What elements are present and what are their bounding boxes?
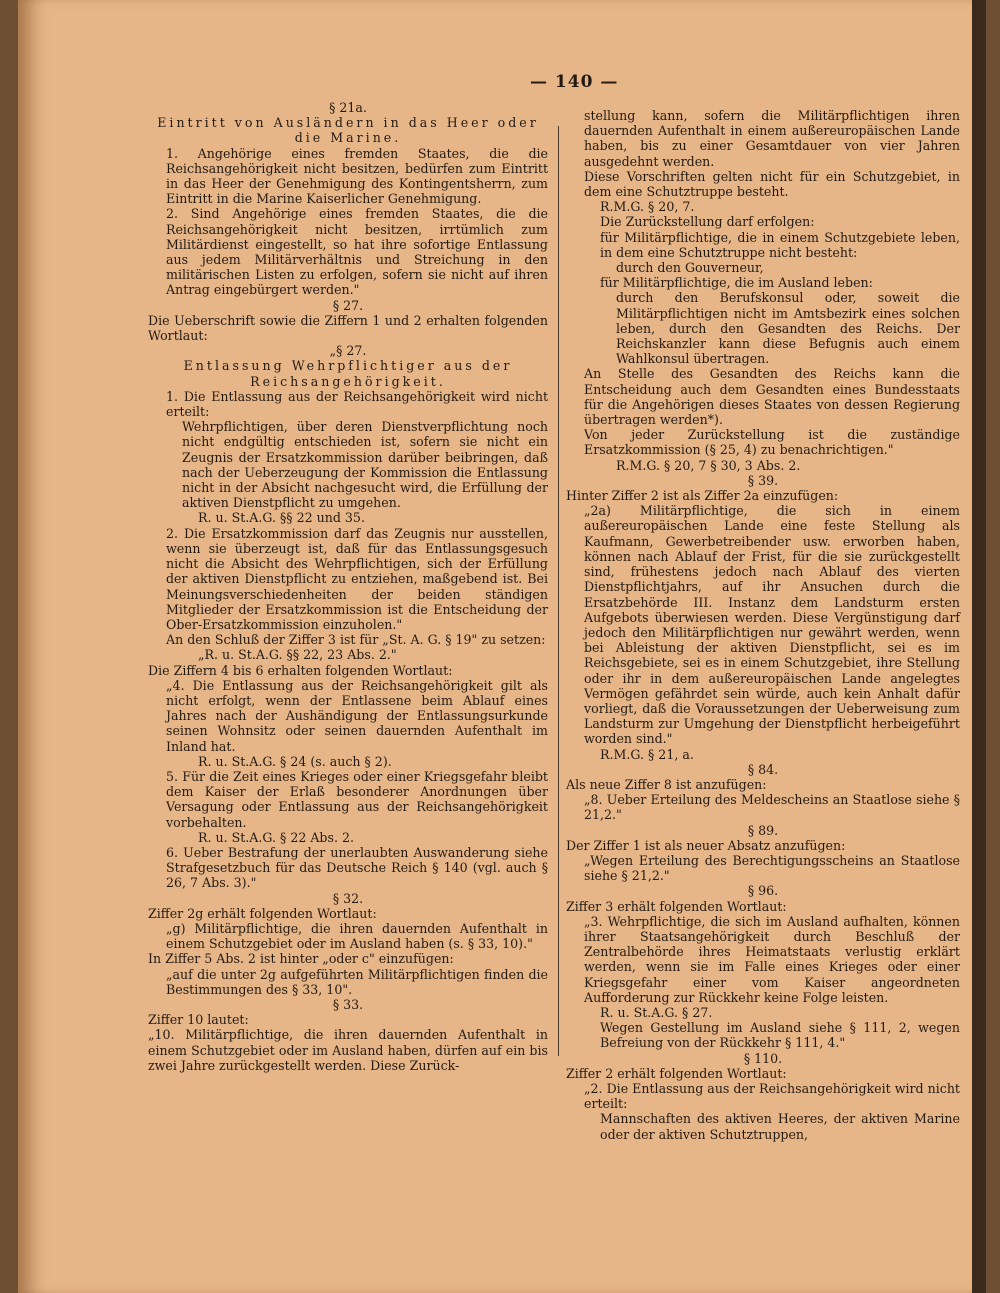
left-paragraph: § 21a. [329,100,367,115]
right-paragraph: für Militärpflichtige, die in einem Schutzgebiete leben, in dem eine Schutztruppe nicht besteht: [600,229,960,260]
left-column [148,100,548,1073]
right-paragraph: § 110. [743,1050,783,1066]
right-paragraph: „2. Die Entlassung aus der Reichsangehörigkeit wird nicht erteilt: [584,1081,960,1112]
left-paragraph: 2. Die Ersatzkommission darf das Zeugnis nur ausstellen, wenn sie überzeugt ist, daß für das Entlassungsgesuch nicht die Absicht des Wehrpflichtigen, sich der Erfüllung der aktiven Dienstpflicht zu entziehen, maßgebend ist. Bei Meinungsverschiedenheiten der beiden ständigen Mitglieder der Ersatzkommission ist die Entscheidung der Ober-Ersatzkommission einzuholen." [166,525,548,632]
left-paragraph: 6. Ueber Bestrafung der unerlaubten Auswanderung siehe Strafgesetzbuch für das Deutsche Reich § 140 (vgl. auch § 26, 7 Abs. 3)." [166,844,548,891]
right-paragraph: Die Zurückstellung darf erfolgen: [600,214,815,230]
left-paragraph: 1. Die Entlassung aus der Reichsangehörigkeit wird nicht erteilt: [166,388,548,420]
right-paragraph: An Stelle des Gesandten des Reichs kann die Entscheidung auch dem Gesandten eines Bundesstaats für die Angehörigen dieses Staates von dessen Regierung übertragen werden*). [584,366,960,428]
right-paragraph: Diese Vorschriften gelten nicht für ein Schutzgebiet, in dem eine Schutztruppe besteht. [584,168,960,200]
left-paragraph: Ziffer 2g erhält folgenden Wortlaut: [148,905,377,921]
left-paragraph: „auf die unter 2g aufgeführten Militärpflichtigen finden die Bestimmungen des § 33, 10". [166,966,548,997]
left-paragraph: An den Schluß der Ziffer 3 ist für „St. A. G. § 19" zu setzen: [166,632,546,648]
right-paragraph: Der Ziffer 1 ist als neuer Absatz anzufügen: [566,837,846,853]
left-paragraph: § 33. [332,996,364,1012]
right-paragraph: § 84. [747,761,779,777]
right-paragraph: § 89. [747,822,779,838]
left-paragraph: Die Ziffern 4 bis 6 erhalten folgenden Wortlaut: [148,662,453,678]
left-paragraph: Entlassung Wehrpflichtiger aus der Reichsangehörigkeit. [183,358,513,389]
left-paragraph: § 32. [332,890,364,906]
left-paragraph: „R. u. St.A.G. §§ 22, 23 Abs. 2." [198,647,397,663]
right-paragraph: Ziffer 2 erhält folgenden Wortlaut: [566,1065,787,1081]
left-paragraph: „g) Militärpflichtige, die ihren dauernden Aufenthalt in einem Schutzgebiet oder im Ausland haben (s. § 33, 10)." [166,920,548,952]
page-edge [972,0,986,1293]
left-paragraph: „§ 27. [329,343,367,359]
right-paragraph: für Militärpflichtige, die im Ausland leben: [600,275,873,291]
right-column [566,108,960,1142]
left-paragraph: R. u. St.A.G. § 24 (s. auch § 2). [198,753,392,769]
left-paragraph: 5. Für die Zeit eines Krieges oder einer Kriegsgefahr bleibt dem Kaiser der Erlaß besonderer Anordnungen über Versagung oder Entlassung aus der Reichsangehörigkeit vorbehalten. [166,768,548,830]
left-paragraph: „4. Die Entlassung aus der Reichsangehörigkeit gilt als nicht erfolgt, wenn der Entlassene beim Ablauf eines Jahres nach der Aushändigung der Entlassungsurkunde seinen Wohnsitz oder seinen dauernden Aufenthalt im Inland hat. [166,677,548,754]
right-paragraph: R. u. St.A.G. § 27. [600,1004,713,1020]
right-paragraph: R.M.G. § 20, 7 § 30, 3 Abs. 2. [616,457,801,473]
right-paragraph: Von jeder Zurückstellung ist die zuständige Ersatzkommission (§ 25, 4) zu benachrichtigen." [584,427,960,458]
right-paragraph: stellung kann, sofern die Militärpflichtigen ihren dauernden Aufenthalt in einem außereuropäischen Lande haben, bis zu einer Gesamtdauer von vier Jahren ausgedehnt werden. [584,108,960,169]
right-paragraph: Als neue Ziffer 8 ist anzufügen: [566,776,767,792]
column-divider [558,126,559,1056]
right-paragraph: „8. Ueber Erteilung des Meldescheins an Staatlose siehe § 21,2." [584,792,960,823]
left-paragraph: Wehrpflichtigen, über deren Dienstverpflichtung noch nicht endgültig entschieden ist, sofern sie nicht ein Zeugnis der Ersatzkommission darüber beibringen, daß nach der Ueberzeugung der Kommission die Entlassung nicht in der Absicht nachgesucht wird, die Erfüllung der aktiven Dienstpflicht zu umgehen. [182,419,548,511]
left-paragraph: Ziffer 10 lautet: [148,1012,249,1028]
left-paragraph: 2. Sind Angehörige eines fremden Staates, die die Reichsangehörigkeit nicht besitzen, irrtümlich zum Militärdienst eingestellt, so hat ihre sofortige Entlassung aus jedem Militärverhältnis und Streichung in den militärischen Listen zu erfolgen, sofern sie nicht auf ihren Antrag eingebürgert werden." [166,206,548,298]
right-paragraph: R.M.G. § 20, 7. [600,199,695,215]
right-paragraph: Wegen Gestellung im Ausland siehe § 111, 2, wegen Befreiung von der Rückkehr § 111, 4." [600,1020,960,1051]
right-paragraph: § 39. [747,472,779,488]
left-paragraph: „10. Militärpflichtige, die ihren dauernden Aufenthalt in einem Schutzgebiet oder im Ausland haben, dürfen auf ein bis zwei Jahre zurückgestellt werden. Diese Zurück- [148,1027,548,1073]
right-paragraph: Mannschaften des aktiven Heeres, der aktiven Marine oder der aktiven Schutztruppen, [600,1111,960,1142]
left-paragraph: § 27. [332,297,364,313]
left-paragraph: In Ziffer 5 Abs. 2 ist hinter „oder c" einzufügen: [148,951,454,967]
right-paragraph: Hinter Ziffer 2 ist als Ziffer 2a einzufügen: [566,488,839,504]
right-paragraph: „2a) Militärpflichtige, die sich in einem außereuropäischen Lande eine feste Stellung als Kaufmann, Gewerbetreibender usw. erworben haben, können nach Ablauf der Frist, für die sie zurückgestellt sind, frühestens jedoch nach Ablauf des vierten Dienstpflichtjahrs, auf ihr Ansuchen durch die Ersatzbehörde III. Instanz dem Landsturm ersten Aufgebots überwiesen werden. Diese Vergünstigung darf jedoch den Militärpflichtigen nur gewährt werden, wenn bei Ableistung der aktiven Dienstpflicht, sei es im Reichsgebiete, sei es in einem Schutzgebiet, ihre Stellung oder ihr in dem außereuropäischen Lande angelegtes Vermögen gefährdet sein würde, auch kein Anhalt dafür vorliegt, daß die Voraussetzungen der Ueberweisung zum Landsturm zur Umgehung der Dienstpflicht herbeigeführt worden sind." [584,503,960,747]
left-paragraph: Die Ueberschrift sowie die Ziffern 1 und 2 erhalten folgenden Wortlaut: [148,312,548,344]
right-paragraph: Ziffer 3 erhält folgenden Wortlaut: [566,898,787,914]
right-paragraph: durch den Berufskonsul oder, soweit die Militärpflichtigen nicht im Amtsbezirk eines solchen leben, durch den Gesandten des Reichs. Der Reichskanzler kann diese Befugnis auch einem Wahlkonsul übertragen. [616,290,960,367]
left-paragraph: Eintritt von Ausländern in das Heer oder die Marine. [157,115,539,146]
page-number: — 140 — [530,72,619,92]
left-paragraph: R. u. St.A.G. §§ 22 und 35. [198,510,365,526]
left-paragraph: 1. Angehörige eines fremden Staates, die die Reichsangehörigkeit nicht besitzen, bedürfen zum Eintritt in das Heer der Genehmigung des Kontingentsherrn, zum Eintritt in die Marine Kaiserlicher Genehmigung. [166,145,548,207]
right-paragraph: R.M.G. § 21, a. [600,746,694,762]
right-paragraph: § 96. [747,883,779,899]
right-paragraph: „Wegen Erteilung des Berechtigungsscheins an Staatlose siehe § 21,2." [584,852,960,884]
right-paragraph: „3. Wehrpflichtige, die sich im Ausland aufhalten, können ihrer Staatsangehörigkeit durch Beschluß der Zentralbehörde ihres Heimatstaats verlustig erklärt werden, wenn sie im Falle eines Krieges oder einer Kriegsgefahr einer vom Kaiser angeordneten Aufforderung zur Rückkehr keine Folge leisten. [584,913,960,1005]
left-paragraph: R. u. St.A.G. § 22 Abs. 2. [198,829,354,845]
right-paragraph: durch den Gouverneur, [616,260,764,276]
